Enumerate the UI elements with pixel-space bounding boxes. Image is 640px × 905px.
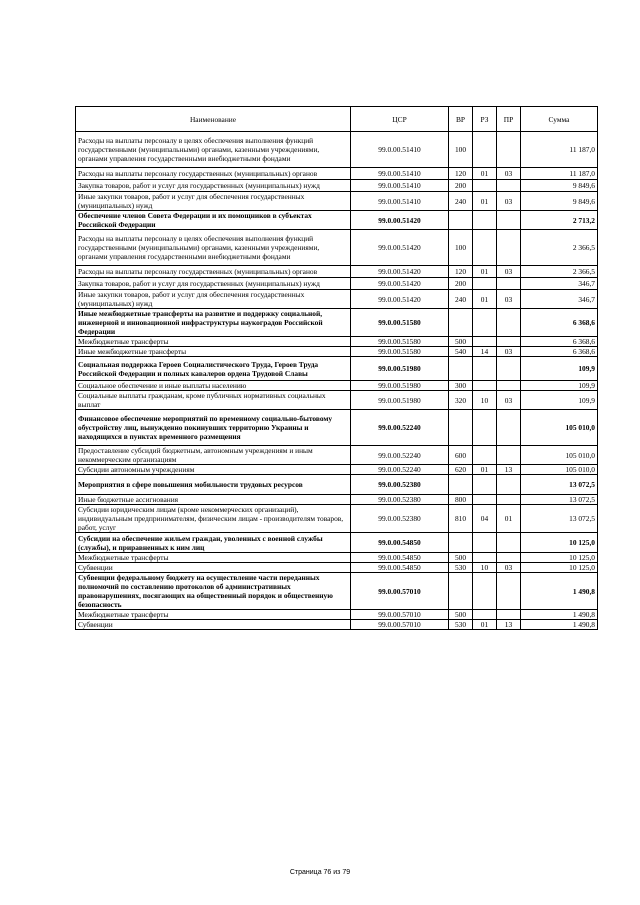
cell-rz	[473, 230, 497, 266]
cell-pr: 03	[497, 168, 521, 180]
cell-csr: 99.0.00.52380	[351, 475, 449, 495]
table-row	[76, 533, 598, 553]
cell-csr: 99.0.00.52240	[351, 446, 449, 465]
cell-csr: 99.0.00.57010	[351, 620, 449, 630]
cell-csr: 99.0.00.52240	[351, 465, 449, 475]
cell-csr: 99.0.00.51580	[351, 347, 449, 357]
cell-rz	[473, 211, 497, 230]
table-row	[76, 620, 598, 630]
table-row	[76, 610, 598, 620]
cell-rz: 10	[473, 391, 497, 410]
cell-csr: 99.0.00.51420	[351, 230, 449, 266]
header-vr: ВР	[449, 107, 473, 132]
cell-sum: 109,9	[521, 381, 598, 391]
cell-csr: 99.0.00.52380	[351, 495, 449, 505]
cell-vr: 100	[449, 230, 473, 266]
cell-pr	[497, 495, 521, 505]
cell-rz	[473, 446, 497, 465]
cell-rz: 01	[473, 290, 497, 309]
cell-pr	[497, 278, 521, 290]
cell-pr	[497, 410, 521, 446]
cell-vr: 320	[449, 391, 473, 410]
cell-vr	[449, 475, 473, 495]
cell-rz	[473, 337, 497, 347]
cell-vr: 800	[449, 495, 473, 505]
cell-sum: 105 010,0	[521, 446, 598, 465]
cell-sum: 10 125,0	[521, 563, 598, 573]
cell-vr: 200	[449, 180, 473, 192]
cell-csr: 99.0.00.51420	[351, 211, 449, 230]
cell-vr: 120	[449, 168, 473, 180]
cell-sum: 346,7	[521, 290, 598, 309]
cell-pr	[497, 337, 521, 347]
cell-name: Мероприятия в сфере повышения мобильности трудовых ресурсов	[76, 475, 351, 495]
cell-rz	[473, 381, 497, 391]
cell-sum: 1 490,8	[521, 620, 598, 630]
cell-pr	[497, 475, 521, 495]
cell-csr: 99.0.00.51410	[351, 192, 449, 211]
cell-csr: 99.0.00.52240	[351, 410, 449, 446]
cell-pr: 01	[497, 505, 521, 533]
cell-pr: 13	[497, 465, 521, 475]
cell-vr: 500	[449, 610, 473, 620]
cell-name: Социальная поддержка Героев Социалистического Труда, Героев Труда Российской Федерации и полных кавалеров ордена Трудовой Славы	[76, 357, 351, 381]
cell-csr: 99.0.00.51410	[351, 132, 449, 168]
cell-sum: 1 490,8	[521, 573, 598, 610]
table-header-row	[76, 107, 598, 132]
cell-name: Предоставление субсидий бюджетным, автономным учреждениям и иным некоммерческим организациям	[76, 446, 351, 465]
cell-name: Расходы на выплаты персоналу государственных (муниципальных) органов	[76, 266, 351, 278]
cell-rz: 14	[473, 347, 497, 357]
header-name: Наименование	[76, 107, 351, 132]
cell-pr	[497, 573, 521, 610]
table-row	[76, 168, 598, 180]
cell-csr: 99.0.00.52380	[351, 505, 449, 533]
cell-pr	[497, 446, 521, 465]
cell-sum: 13 072,5	[521, 505, 598, 533]
header-csr: ЦСР	[351, 107, 449, 132]
cell-name: Обеспечение членов Совета Федерации и их помощников в субъектах Российской Федерации	[76, 211, 351, 230]
cell-vr: 300	[449, 381, 473, 391]
cell-sum: 6 368,6	[521, 337, 598, 347]
cell-name: Закупка товаров, работ и услуг для государственных (муниципальных) нужд	[76, 180, 351, 192]
table-row	[76, 132, 598, 168]
table-row	[76, 266, 598, 278]
cell-sum: 346,7	[521, 278, 598, 290]
cell-vr	[449, 410, 473, 446]
cell-name: Субвенции федеральному бюджету на осуществление части переданных полномочий по составлению протоколов об административных правонарушениях, посягающих на общественный порядок и общественную безопасность	[76, 573, 351, 610]
cell-csr: 99.0.00.57010	[351, 610, 449, 620]
cell-pr	[497, 132, 521, 168]
cell-csr: 99.0.00.51410	[351, 180, 449, 192]
cell-name: Социальные выплаты гражданам, кроме публичных нормативных социальных выплат	[76, 391, 351, 410]
table-row	[76, 475, 598, 495]
cell-name: Иные межбюджетные трансферты	[76, 347, 351, 357]
cell-rz	[473, 357, 497, 381]
cell-sum: 9 849,6	[521, 192, 598, 211]
cell-csr: 99.0.00.51410	[351, 168, 449, 180]
cell-csr: 99.0.00.54850	[351, 563, 449, 573]
cell-vr: 540	[449, 347, 473, 357]
table-body	[76, 132, 598, 630]
table-row	[76, 347, 598, 357]
header-pr: ПР	[497, 107, 521, 132]
cell-pr	[497, 553, 521, 563]
cell-csr: 99.0.00.51420	[351, 266, 449, 278]
cell-name: Межбюджетные трансферты	[76, 610, 351, 620]
cell-csr: 99.0.00.51420	[351, 278, 449, 290]
cell-vr	[449, 573, 473, 610]
cell-pr	[497, 211, 521, 230]
table-row	[76, 553, 598, 563]
header-rz: РЗ	[473, 107, 497, 132]
cell-sum: 109,9	[521, 357, 598, 381]
table-row	[76, 290, 598, 309]
cell-rz	[473, 475, 497, 495]
cell-rz	[473, 309, 497, 337]
table-row	[76, 391, 598, 410]
cell-vr: 120	[449, 266, 473, 278]
table-row	[76, 192, 598, 211]
cell-pr: 03	[497, 290, 521, 309]
cell-csr: 99.0.00.51980	[351, 357, 449, 381]
cell-name: Социальное обеспечение и иные выплаты населению	[76, 381, 351, 391]
cell-csr: 99.0.00.51580	[351, 309, 449, 337]
cell-csr: 99.0.00.51420	[351, 290, 449, 309]
table-row	[76, 211, 598, 230]
cell-sum: 6 368,6	[521, 309, 598, 337]
cell-name: Иные закупки товаров, работ и услуг для обеспечения государственных (муниципальных) нужд	[76, 192, 351, 211]
table-row	[76, 381, 598, 391]
cell-name: Расходы на выплаты персоналу в целях обеспечения выполнения функций государственными (муниципальными) органами, казенными учреждениями, органами управления государственными внебюджетными фондами	[76, 230, 351, 266]
page-number: Страница 76 из 79	[289, 869, 351, 876]
cell-sum: 2 366,5	[521, 230, 598, 266]
budget-table	[75, 106, 598, 630]
table-row	[76, 309, 598, 337]
cell-vr: 200	[449, 278, 473, 290]
cell-csr: 99.0.00.54850	[351, 533, 449, 553]
table-row	[76, 278, 598, 290]
cell-vr: 530	[449, 620, 473, 630]
cell-vr	[449, 309, 473, 337]
cell-name: Иные бюджетные ассигнования	[76, 495, 351, 505]
cell-name: Расходы на выплаты персоналу государственных (муниципальных) органов	[76, 168, 351, 180]
cell-vr: 100	[449, 132, 473, 168]
cell-sum: 10 125,0	[521, 533, 598, 553]
cell-name: Иные межбюджетные трансферты на развитие и поддержку социальной, инженерной и инновационной инфраструктуры наукоградов Российской Федерации	[76, 309, 351, 337]
cell-name: Субсидии юридическим лицам (кроме некоммерческих организаций), индивидуальным предпринимателям, физическим лицам - производителям товаров, работ, услуг	[76, 505, 351, 533]
cell-sum: 2 366,5	[521, 266, 598, 278]
cell-sum: 2 713,2	[521, 211, 598, 230]
cell-vr: 620	[449, 465, 473, 475]
cell-vr: 810	[449, 505, 473, 533]
cell-name: Межбюджетные трансферты	[76, 337, 351, 347]
cell-sum: 9 849,6	[521, 180, 598, 192]
cell-rz	[473, 410, 497, 446]
cell-rz	[473, 610, 497, 620]
cell-pr	[497, 230, 521, 266]
cell-rz: 01	[473, 266, 497, 278]
table-row	[76, 465, 598, 475]
cell-vr	[449, 357, 473, 381]
cell-name: Субвенции	[76, 563, 351, 573]
cell-rz: 10	[473, 563, 497, 573]
cell-sum: 13 072,5	[521, 495, 598, 505]
table-row	[76, 410, 598, 446]
cell-rz	[473, 132, 497, 168]
cell-rz: 01	[473, 168, 497, 180]
cell-sum: 13 072,5	[521, 475, 598, 495]
cell-pr: 03	[497, 391, 521, 410]
cell-rz: 01	[473, 465, 497, 475]
cell-csr: 99.0.00.54850	[351, 553, 449, 563]
cell-name: Субсидии на обеспечение жильем граждан, уволенных с военной службы (службы), и приравненных к ним лиц	[76, 533, 351, 553]
cell-rz	[473, 180, 497, 192]
cell-rz: 01	[473, 192, 497, 211]
cell-sum: 10 125,0	[521, 553, 598, 563]
table-row	[76, 357, 598, 381]
cell-name: Субсидии автономным учреждениям	[76, 465, 351, 475]
table-row	[76, 337, 598, 347]
cell-pr	[497, 533, 521, 553]
cell-vr	[449, 533, 473, 553]
table-row	[76, 563, 598, 573]
cell-rz	[473, 495, 497, 505]
cell-name: Закупка товаров, работ и услуг для государственных (муниципальных) нужд	[76, 278, 351, 290]
cell-pr	[497, 357, 521, 381]
cell-vr: 530	[449, 563, 473, 573]
cell-csr: 99.0.00.51980	[351, 391, 449, 410]
cell-pr: 13	[497, 620, 521, 630]
table-row	[76, 180, 598, 192]
cell-name: Финансовое обеспечение мероприятий по временному социально-бытовому обустройству лиц, вынужденно покинувших территорию Украины и находящихся в пунктах временного размещения	[76, 410, 351, 446]
cell-vr: 240	[449, 192, 473, 211]
cell-sum: 1 490,8	[521, 610, 598, 620]
cell-pr	[497, 381, 521, 391]
cell-vr	[449, 211, 473, 230]
cell-sum: 6 368,6	[521, 347, 598, 357]
cell-pr: 03	[497, 192, 521, 211]
cell-vr: 500	[449, 337, 473, 347]
cell-rz	[473, 278, 497, 290]
cell-sum: 105 010,0	[521, 410, 598, 446]
cell-name: Иные закупки товаров, работ и услуг для обеспечения государственных (муниципальных) нужд	[76, 290, 351, 309]
cell-name: Субвенции	[76, 620, 351, 630]
cell-pr	[497, 610, 521, 620]
cell-name: Расходы на выплаты персоналу в целях обеспечения выполнения функций государственными (муниципальными) органами, казенными учреждениями, органами управления государственными внебюджетными фондами	[76, 132, 351, 168]
cell-pr	[497, 180, 521, 192]
table-row	[76, 505, 598, 533]
cell-sum: 109,9	[521, 391, 598, 410]
cell-vr: 500	[449, 553, 473, 563]
cell-vr: 240	[449, 290, 473, 309]
cell-name: Межбюджетные трансферты	[76, 553, 351, 563]
cell-rz	[473, 573, 497, 610]
cell-rz: 04	[473, 505, 497, 533]
cell-sum: 11 187,0	[521, 132, 598, 168]
cell-rz: 01	[473, 620, 497, 630]
cell-csr: 99.0.00.57010	[351, 573, 449, 610]
table-row	[76, 230, 598, 266]
table-row	[76, 446, 598, 465]
cell-rz	[473, 533, 497, 553]
cell-pr	[497, 309, 521, 337]
cell-sum: 11 187,0	[521, 168, 598, 180]
cell-pr: 03	[497, 347, 521, 357]
cell-sum: 105 010,0	[521, 465, 598, 475]
table-row	[76, 495, 598, 505]
cell-csr: 99.0.00.51580	[351, 337, 449, 347]
header-sum: Сумма	[521, 107, 598, 132]
cell-rz	[473, 553, 497, 563]
table-row	[76, 573, 598, 610]
cell-csr: 99.0.00.51980	[351, 381, 449, 391]
cell-pr: 03	[497, 266, 521, 278]
cell-vr: 600	[449, 446, 473, 465]
cell-pr: 03	[497, 563, 521, 573]
